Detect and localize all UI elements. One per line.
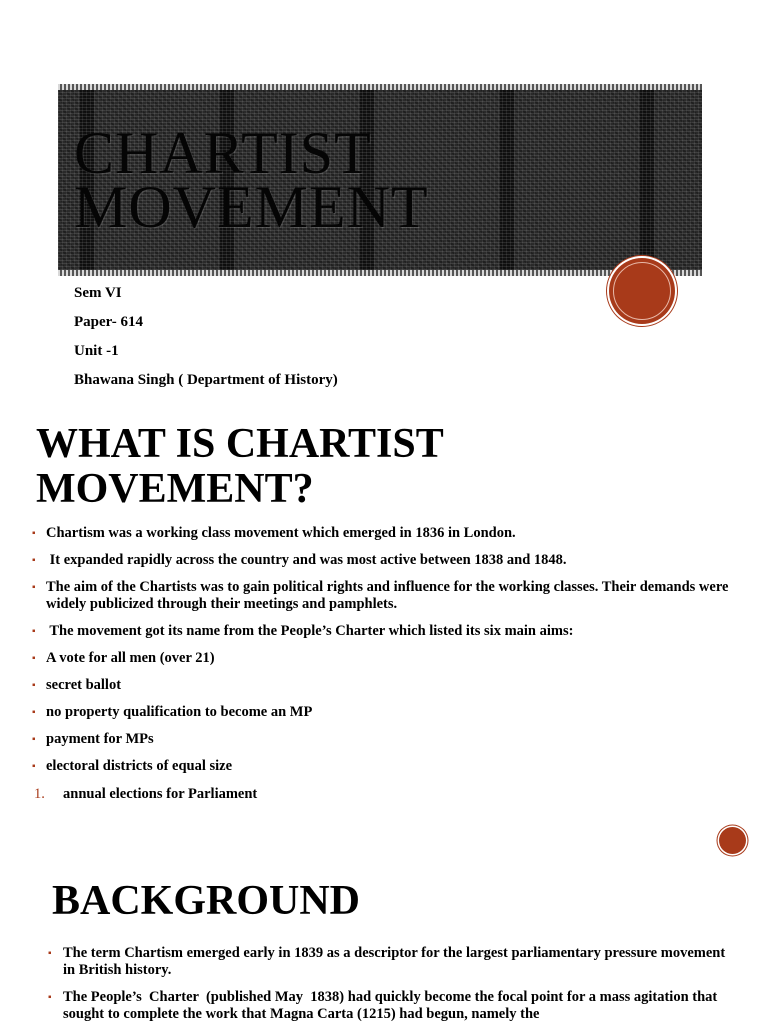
list-item <box>32 525 732 542</box>
heading-line-1: WHAT IS CHARTIST <box>36 421 444 467</box>
bullet-square-icon: ▪ <box>48 992 52 1003</box>
semester-label: Sem VI <box>74 285 122 301</box>
list-item <box>32 650 732 667</box>
content-slide-background <box>0 865 768 1024</box>
list-item-text: secret ballot <box>46 677 122 693</box>
list-item <box>32 731 732 748</box>
title-slide <box>0 0 768 400</box>
list-item <box>32 623 732 640</box>
bullet-square-icon: ▪ <box>32 734 36 745</box>
bullet-square-icon: ▪ <box>48 948 52 959</box>
heading-line-2: MOVEMENT? <box>36 466 314 512</box>
list-item <box>32 552 732 569</box>
content-slide-what-is <box>0 400 768 865</box>
bullet-square-icon: ▪ <box>32 528 36 539</box>
title-line-2: MOVEMENT <box>74 174 429 240</box>
list-item-text: Chartism was a working class movement which emerged in 1836 in London. <box>46 525 516 541</box>
slide-title <box>74 120 429 240</box>
bullet-square-icon: ▪ <box>32 761 36 772</box>
numbered-item <box>34 786 257 803</box>
decorative-circle-icon <box>609 258 675 324</box>
list-item-text: payment for MPs <box>46 731 154 747</box>
numbered-item-text: annual elections for Parliament <box>63 786 258 802</box>
list-item-text: A vote for all men (over 21) <box>46 650 215 666</box>
bullet-square-icon: ▪ <box>32 582 36 593</box>
slide-heading: BACKGROUND <box>52 878 361 924</box>
author-label: Bhawana Singh ( Department of History) <box>74 372 338 388</box>
bullet-list <box>32 525 732 785</box>
item-number: 1. <box>34 786 45 802</box>
decorative-circle-icon <box>719 827 746 854</box>
list-item <box>32 677 732 694</box>
list-item <box>32 758 732 775</box>
course-info <box>74 279 338 395</box>
list-item-text: The movement got its name from the People’s Charter which listed its six main aims: <box>46 623 574 639</box>
list-item-text: It expanded rapidly across the country and was most active between 1838 and 1848. <box>46 552 567 568</box>
bullet-square-icon: ▪ <box>32 707 36 718</box>
bullet-square-icon: ▪ <box>32 680 36 691</box>
numbered-list <box>34 786 257 803</box>
paper-label: Paper- 614 <box>74 314 144 330</box>
slide-heading <box>36 422 576 512</box>
list-item-text: The People’s Charter (published May 1838) had quickly become the focal point for a mass agitation that sought to complete the work that Magna Carta (1215) had begun, namely the <box>63 989 721 1022</box>
bullet-square-icon: ▪ <box>32 653 36 664</box>
list-item <box>32 704 732 721</box>
bullet-list <box>48 945 738 1033</box>
bullet-square-icon: ▪ <box>32 626 36 637</box>
bullet-square-icon: ▪ <box>32 555 36 566</box>
unit-label: Unit -1 <box>74 343 119 359</box>
list-item <box>32 579 732 613</box>
list-item-text: The aim of the Chartists was to gain political rights and influence for the working classes. Their demands were widely publicized through their meetings and pamphlets. <box>46 579 729 612</box>
list-item <box>48 945 738 979</box>
list-item <box>48 989 738 1023</box>
title-banner <box>58 84 702 276</box>
list-item-text: no property qualification to become an MP <box>46 704 313 720</box>
title-line-1: CHARTIST <box>74 120 372 186</box>
list-item-text: electoral districts of equal size <box>46 758 233 774</box>
list-item-text: The term Chartism emerged early in 1839 as a descriptor for the largest parliamentary pressure movement in British history. <box>63 945 726 978</box>
